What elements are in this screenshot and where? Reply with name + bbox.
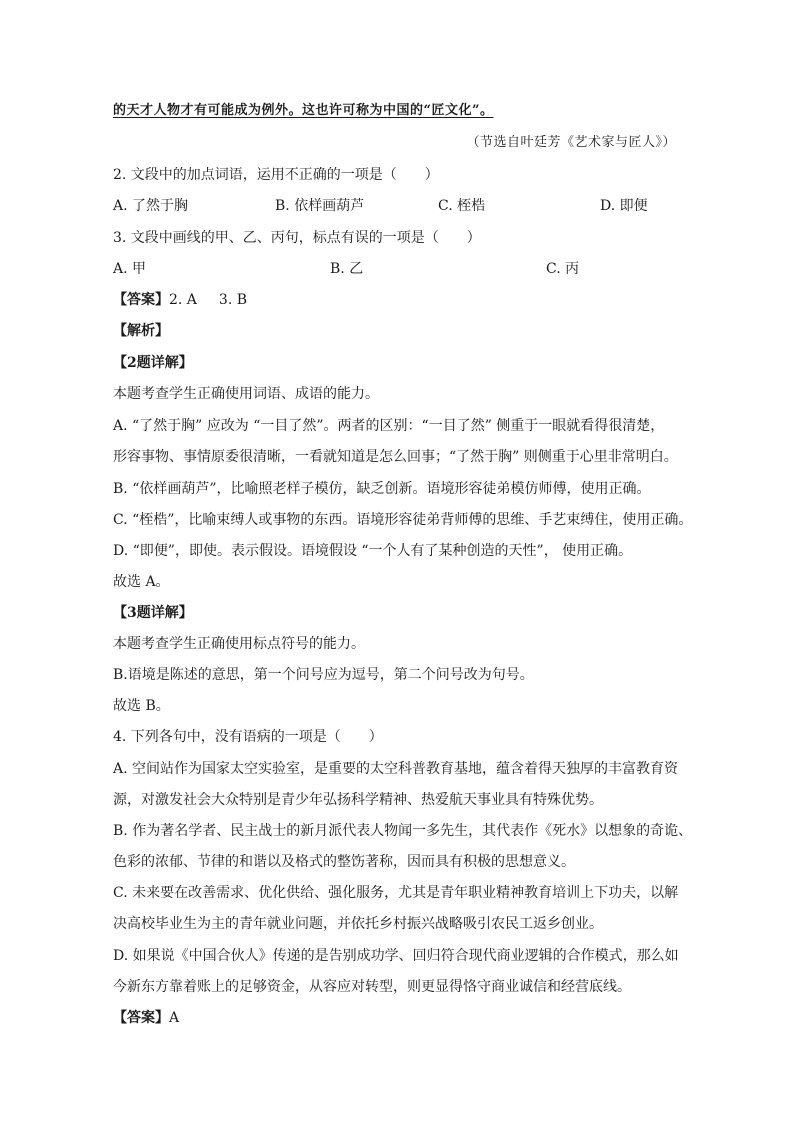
question-4-stem: 4. 下列各句中，没有语病的一项是（ ） <box>113 729 383 745</box>
detail-3-line: 本题考查学生正确使用标点符号的能力。 <box>113 636 365 652</box>
question-3-stem: 3. 文段中画线的甲、乙、丙句，标点有误的一项是（ ） <box>113 230 481 246</box>
answer-4-row <box>113 1008 179 1028</box>
detail-2-line: 形容事物、事情原委很清晰，一看就知道是怎么回事；“了然于胸” 则侧重于心里非常明白。 <box>113 449 678 465</box>
q3-option-b: B. 乙 <box>330 261 364 277</box>
q2-option-d: D. 即便 <box>600 198 648 214</box>
q4-line: 色彩的浓郁、节律的和谐以及格式的整饬著称，因而具有积极的思想意义。 <box>113 854 575 870</box>
detail-3-line: 故选 B。 <box>113 698 170 714</box>
detail-2-line: 故选 A。 <box>113 574 170 590</box>
q3-option-c: C. 丙 <box>546 261 580 277</box>
detail-2-line: A. “了然于胸” 应改为 “一目了然”。两者的区别：“一目了然” 侧重于一眼就看得很清楚， <box>113 418 665 434</box>
q4-line: C. 未来要在改善需求、优化供给、强化服务，尤其是青年职业精神教育培训上下功夫，以解 <box>113 885 679 901</box>
question-2-stem: 2. 文段中的加点词语，运用不正确的一项是（ ） <box>113 167 439 183</box>
q4-line: B. 作为著名学者、民主战士的新月派代表人物闻一多先生，其代表作《死水》以想象的奇诡、 <box>113 823 693 839</box>
detail-2-line: C. “桎梏”，比喻束缚人或事物的东西。语境形容徒弟背师傅的思维、手艺束缚住，使用正确。 <box>113 512 693 528</box>
answer-row <box>113 290 247 310</box>
passage-source: （节选自叶廷芳《艺术家与匠人》） <box>466 135 676 150</box>
detail-2-line: B. “依样画葫芦”，比喻照老样子模仿，缺乏创新。语境形容徒弟模仿师傅，使用正确。 <box>113 481 651 497</box>
answer-value-3: 3. B <box>218 292 248 308</box>
passage-end-line: 的天才人物才有可能成为例外。这也许可称为中国的“匠文化”。 <box>113 103 494 118</box>
analysis-label: 【解析】 <box>113 323 169 339</box>
q4-line: A. 空间站作为国家太空实验室，是重要的太空科普教育基地，蕴含着得天独厚的丰富教育资 <box>113 761 679 777</box>
q4-line: 今新东方靠着账上的足够资金，从容应对转型，则更显得恪守商业诚信和经营底线。 <box>113 979 631 995</box>
answer-label: 【答案】 <box>113 292 169 308</box>
detail-3-label: 【3题详解】 <box>113 605 193 621</box>
answer-4-value: A <box>169 1010 180 1026</box>
detail-2-line: 本题考查学生正确使用词语、成语的能力。 <box>113 386 379 402</box>
q4-line: D. 如果说《中国合伙人》传递的是告别成功学、回归符合现代商业逻辑的合作模式，那么如 <box>113 948 679 964</box>
q2-option-b: B. 依样画葫芦 <box>275 198 365 214</box>
answer-value-2: 2. A <box>169 292 197 308</box>
q2-option-a: A. 了然于胸 <box>113 198 189 214</box>
q2-option-c: C. 桎梏 <box>438 198 486 214</box>
detail-3-line: B.语境是陈述的意思，第一个问号应为逗号，第二个问号改为句号。 <box>113 667 534 683</box>
q4-line: 源，对激发社会大众特别是青少年弘扬科学精神、热爱航天事业具有特殊优势。 <box>113 792 603 808</box>
answer-4-label: 【答案】 <box>113 1010 169 1026</box>
q4-line: 决高校毕业生为主的青年就业问题，并依托乡村振兴战略吸引农民工返乡创业。 <box>113 916 603 932</box>
q3-option-a: A. 甲 <box>113 261 147 277</box>
detail-2-label: 【2题详解】 <box>113 355 193 371</box>
detail-2-line: D. “即便”，即使。表示假设。语境假设 “一个人有了某种创造的天性”， 使用正确。 <box>113 543 633 559</box>
